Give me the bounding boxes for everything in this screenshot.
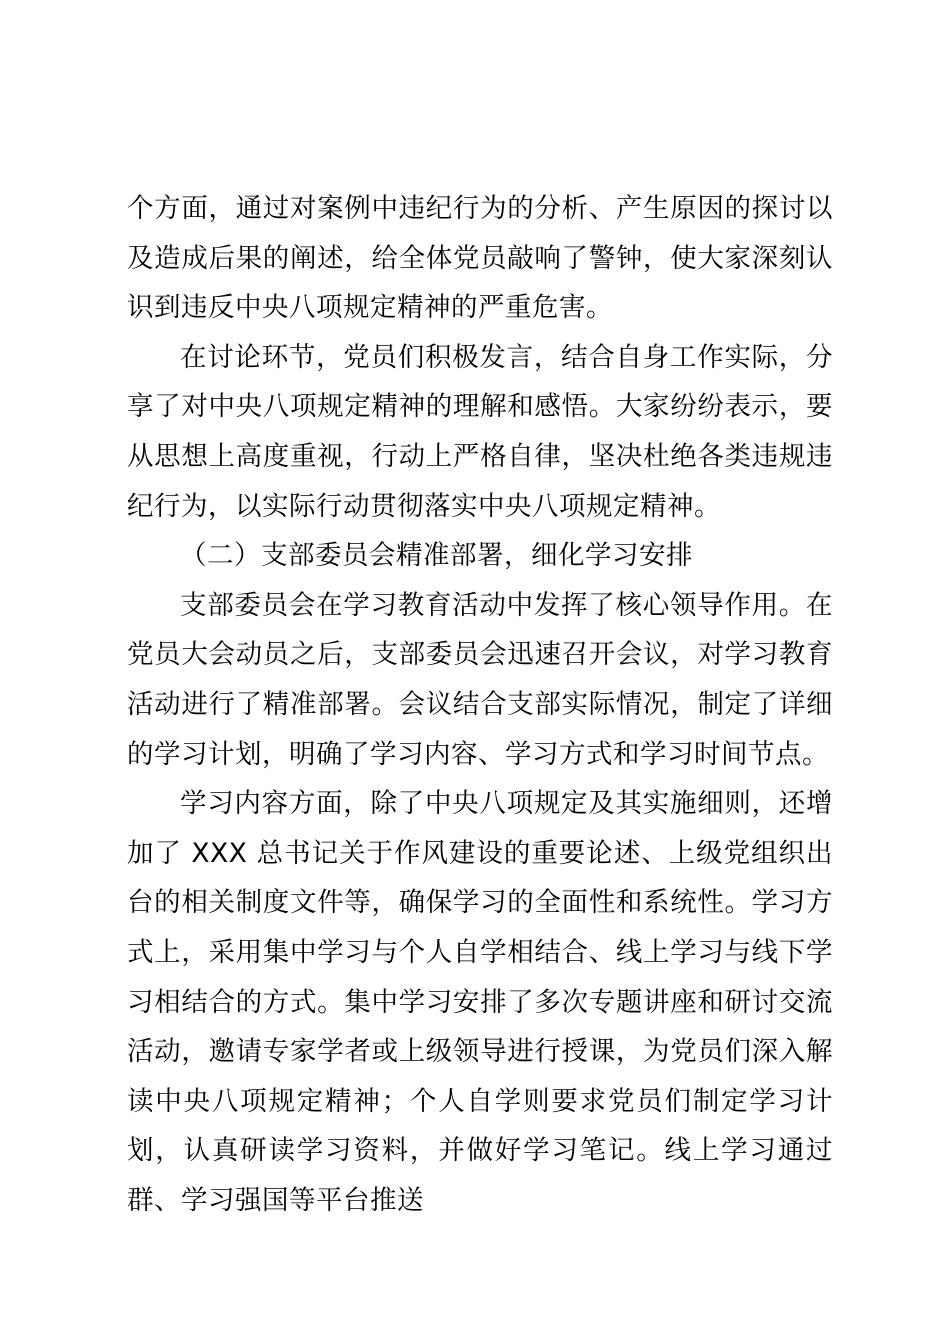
paragraph-study-content: 学习内容方面，除了中央八项规定及其实施细则，还增加了 XXX 总书记关于作风建设的重要论述、上级党组织出台的相关制度文件等，确保学习的全面性和系统性。学习方式上，采用集中学习与个人自学相结合、线上学习与线下学习相结合的方式。集中学习安排了多次专题讲座和研讨交流活动，邀请专家学者或上级领导进行授课，为党员们深入解读中央八项规定精神；个人自学则要求党员们制定学习计划，认真研读学习资料，并做好学习笔记。线上学习通过群、学习强国等平台推送: [127, 788, 833, 1216]
section-heading: （二）支部委员会精准部署，细化学习安排: [180, 540, 693, 572]
document-page: [127, 184, 833, 1225]
paragraph-continuation: 个方面，通过对案例中违纪行为的分析、产生原因的探讨以及造成后果的阐述，给全体党员敲响了警钟，使大家深刻认识到违反中央八项规定精神的严重危害。: [127, 193, 833, 324]
paragraph-committee: 支部委员会在学习教育活动中发挥了核心领导作用。在党员大会动员之后，支部委员会迅速召开会议，对学习教育活动进行了精准部署。会议结合支部实际情况，制定了详细的学习计划，明确了学习内容、学习方式和学习时间节点。: [127, 589, 833, 770]
paragraph-discussion: 在讨论环节，党员们积极发言，结合自身工作实际，分享了对中央八项规定精神的理解和感悟。大家纷纷表示，要从思想上高度重视，行动上严格自律，坚决杜绝各类违规违纪行为，以实际行动贯彻落实中央八项规定精神。: [127, 341, 833, 522]
